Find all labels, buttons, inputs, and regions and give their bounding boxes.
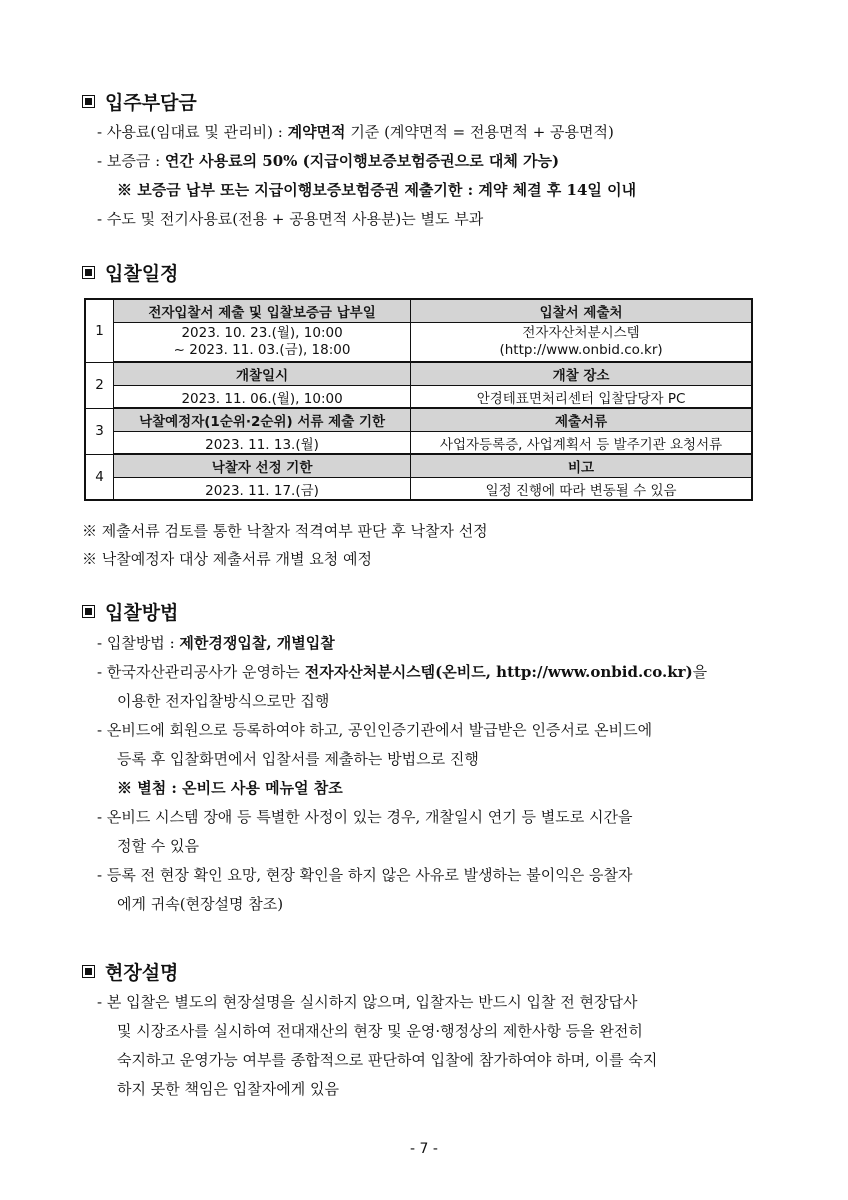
page-number: - 7 - — [410, 1141, 438, 1157]
deposit-deadline-note: ※ 보증금 납부 또는 지급이행보증보험증권 제출기한 : 계약 체결 후 14일 이내 — [117, 181, 637, 199]
table-cell: 전자자산처분시스템 (http://www.onbid.co.kr) — [411, 323, 752, 363]
system-line-cont: 이용한 전자입찰방식으로만 집행 — [117, 692, 330, 710]
table-cell: 일정 진행에 따라 변동될 수 있음 — [411, 478, 752, 501]
schedule-table — [84, 298, 753, 501]
section-title-text: 입찰일정 — [105, 263, 179, 285]
site-line-3: 숙지하고 운영가능 여부를 종합적으로 판단하여 입찰에 참가하여야 하며, 이를 숙지 — [117, 1051, 658, 1069]
table-cell: 안경테표면처리센터 입찰담당자 PC — [411, 386, 752, 409]
table-cell: 2023. 11. 06.(월), 10:00 — [114, 386, 411, 409]
deposit-line: - 보증금 : 연간 사용료의 50% (지급이행보증보험증권으로 대체 가능) — [97, 152, 560, 170]
table-header: 낙찰자 선정 기한 — [114, 454, 411, 478]
table-cell: 2023. 10. 23.(월), 10:00 ~ 2023. 11. 03.(금), 18:00 — [114, 323, 411, 363]
row-number: 2 — [85, 362, 114, 408]
site-check-line: - 등록 전 현장 확인 요망, 현장 확인을 하지 않은 사유로 발생하는 불이익은 응찰자 — [97, 866, 633, 884]
table-header: 개찰일시 — [114, 362, 411, 386]
register-line-cont: 등록 후 입찰화면에서 입찰서를 제출하는 방법으로 진행 — [117, 750, 479, 768]
manual-note: ※ 별첨 : 온비드 사용 메뉴얼 참조 — [117, 779, 343, 797]
site-line-2: 및 시장조사를 실시하여 전대재산의 현장 및 운영·행정상의 제한사항 등을 완전히 — [117, 1022, 643, 1040]
row-number: 3 — [85, 408, 114, 454]
system-line: - 한국자산관리공사가 운영하는 전자자산처분시스템(온비드, http://www.onbid.co.kr)을 — [97, 663, 708, 681]
schedule-note-1: ※ 제출서류 검토를 통한 낙찰자 적격여부 판단 후 낙찰자 선정 — [82, 522, 488, 540]
outage-line-cont: 정할 수 있음 — [117, 837, 199, 855]
table-header: 개찰 장소 — [411, 362, 752, 386]
section-title-site — [82, 958, 178, 985]
register-line: - 온비드에 회원으로 등록하여야 하고, 공인인증기관에서 발급받은 인증서로 온비드에 — [97, 721, 653, 739]
method-line: - 입찰방법 : 제한경쟁입찰, 개별입찰 — [97, 634, 335, 652]
square-bullet-icon — [82, 965, 95, 978]
outage-line: - 온비드 시스템 장애 등 특별한 사정이 있는 경우, 개찰일시 연기 등 별도로 시간을 — [97, 808, 633, 826]
site-line-4: 하지 못한 책임은 입찰자에게 있음 — [117, 1080, 339, 1098]
table-header: 전자입찰서 제출 및 입찰보증금 납부일 — [114, 299, 411, 323]
table-cell: 2023. 11. 13.(월) — [114, 432, 411, 455]
section-title-text: 현장설명 — [105, 962, 179, 984]
table-cell: 사업자등록증, 사업계획서 등 발주기관 요청서류 — [411, 432, 752, 455]
table-header: 제출서류 — [411, 408, 752, 432]
schedule-note-2: ※ 낙찰예정자 대상 제출서류 개별 요청 예정 — [82, 550, 372, 568]
square-bullet-icon — [82, 605, 95, 618]
utility-line: - 수도 및 전기사용료(전용 + 공용면적 사용분)는 별도 부과 — [97, 210, 484, 228]
site-line-1: - 본 입찰은 별도의 현장설명을 실시하지 않으며, 입찰자는 반드시 입찰 전 현장답사 — [97, 993, 638, 1011]
section-title-schedule — [82, 259, 178, 286]
fee-line: - 사용료(임대료 및 관리비) : 계약면적 기준 (계약면적 = 전용면적 + 공용면적) — [97, 123, 614, 141]
section-title-text: 입찰방법 — [105, 602, 179, 624]
table-header: 비고 — [411, 454, 752, 478]
table-header: 입찰서 제출처 — [411, 299, 752, 323]
table-header: 낙찰예정자(1순위·2순위) 서류 제출 기한 — [114, 408, 411, 432]
row-number: 4 — [85, 454, 114, 500]
table-cell: 2023. 11. 17.(금) — [114, 478, 411, 501]
section-title-deposit — [82, 88, 197, 115]
square-bullet-icon — [82, 95, 95, 108]
row-number: 1 — [85, 299, 114, 362]
site-check-line-cont: 에게 귀속(현장설명 참조) — [117, 895, 284, 913]
section-title-method — [82, 598, 178, 625]
square-bullet-icon — [82, 266, 95, 279]
section-title-text: 입주부담금 — [105, 92, 197, 114]
